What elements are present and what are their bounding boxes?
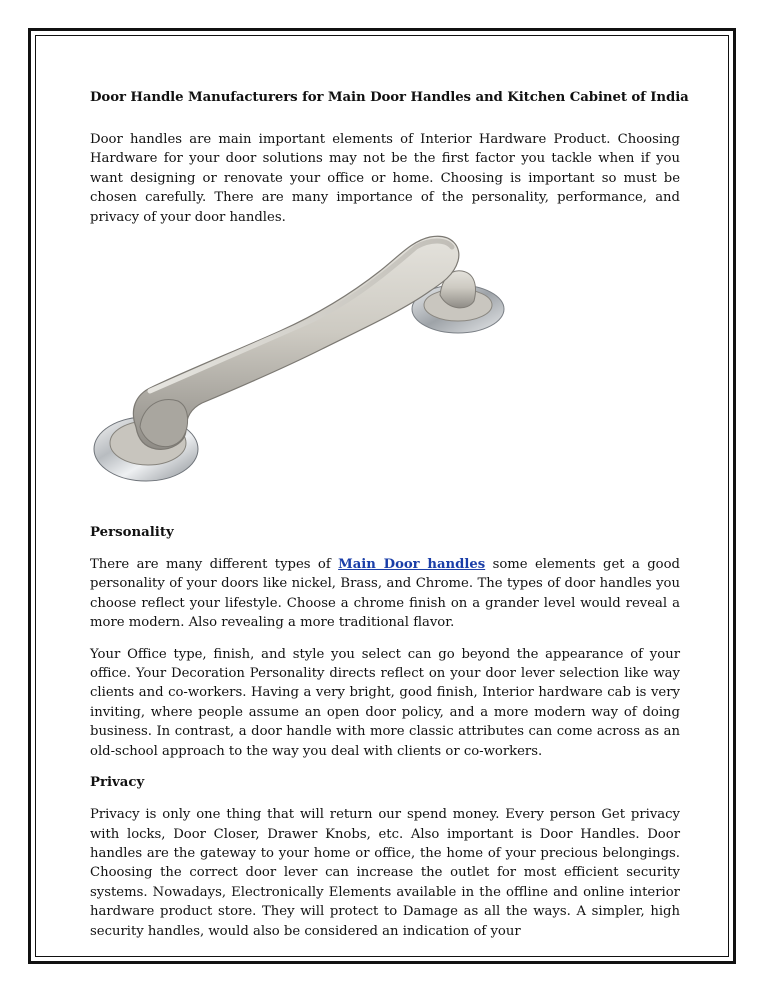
personality-p1-after: some elements get a good personality of your doors like nickel, Brass, and Chrome. The types of door handles you choose reflect your lifestyle. Choose a chrome finish on a grander level would reveal a more modern. Also revealing a more traditional flavor. bbox=[90, 557, 681, 631]
personality-heading: Personality bbox=[90, 525, 174, 541]
privacy-heading: Privacy bbox=[90, 775, 145, 791]
personality-paragraph-1 bbox=[90, 555, 680, 633]
main-door-handles-link[interactable]: Main Door handles bbox=[338, 557, 486, 573]
document-title: Door Handle Manufacturers for Main Door Handles and Kitchen Cabinet of India bbox=[90, 90, 689, 105]
personality-paragraph-2: Your Office type, finish, and style you select can go beyond the appearance of your office. Your Decoration Personality directs reflect on your door lever selection like way clients and co-workers. Having a very bright, good finish, Interior hardware cab is very inviting, where people assume an open door policy, and a more modern way of doing business. In contrast, a door handle with more classic attributes can come across as an old-school approach to the way you deal with clients or co-workers. bbox=[90, 646, 680, 759]
intro-paragraph: Door handles are main important elements of Interior Hardware Product. Choosing Hardware for your door solutions may not be the first factor you tackle when if you want designing or renovate your office or home. Choosing is important so must be chosen carefully. There are many importance of the personality, performance, and privacy of your door handles. bbox=[90, 132, 680, 225]
door-handle-image bbox=[90, 231, 680, 503]
personality-p1-before: There are many different types of bbox=[90, 557, 339, 573]
document-body bbox=[90, 88, 689, 953]
privacy-paragraph-1: Privacy is only one thing that will return our spend money. Every person Get privacy with locks, Door Closer, Drawer Knobs, etc. Also important is Door Handles. Door handles are the gateway to your home or office, the home of your precious belongings. Choosing the correct door lever can increase the outlet for most efficient security systems. Nowadays, Electronically Elements available in the offline and online interior hardware product store. They will protect to Damage as all the ways. A simpler, high security handles, would also be considered an indication of your bbox=[90, 807, 680, 939]
